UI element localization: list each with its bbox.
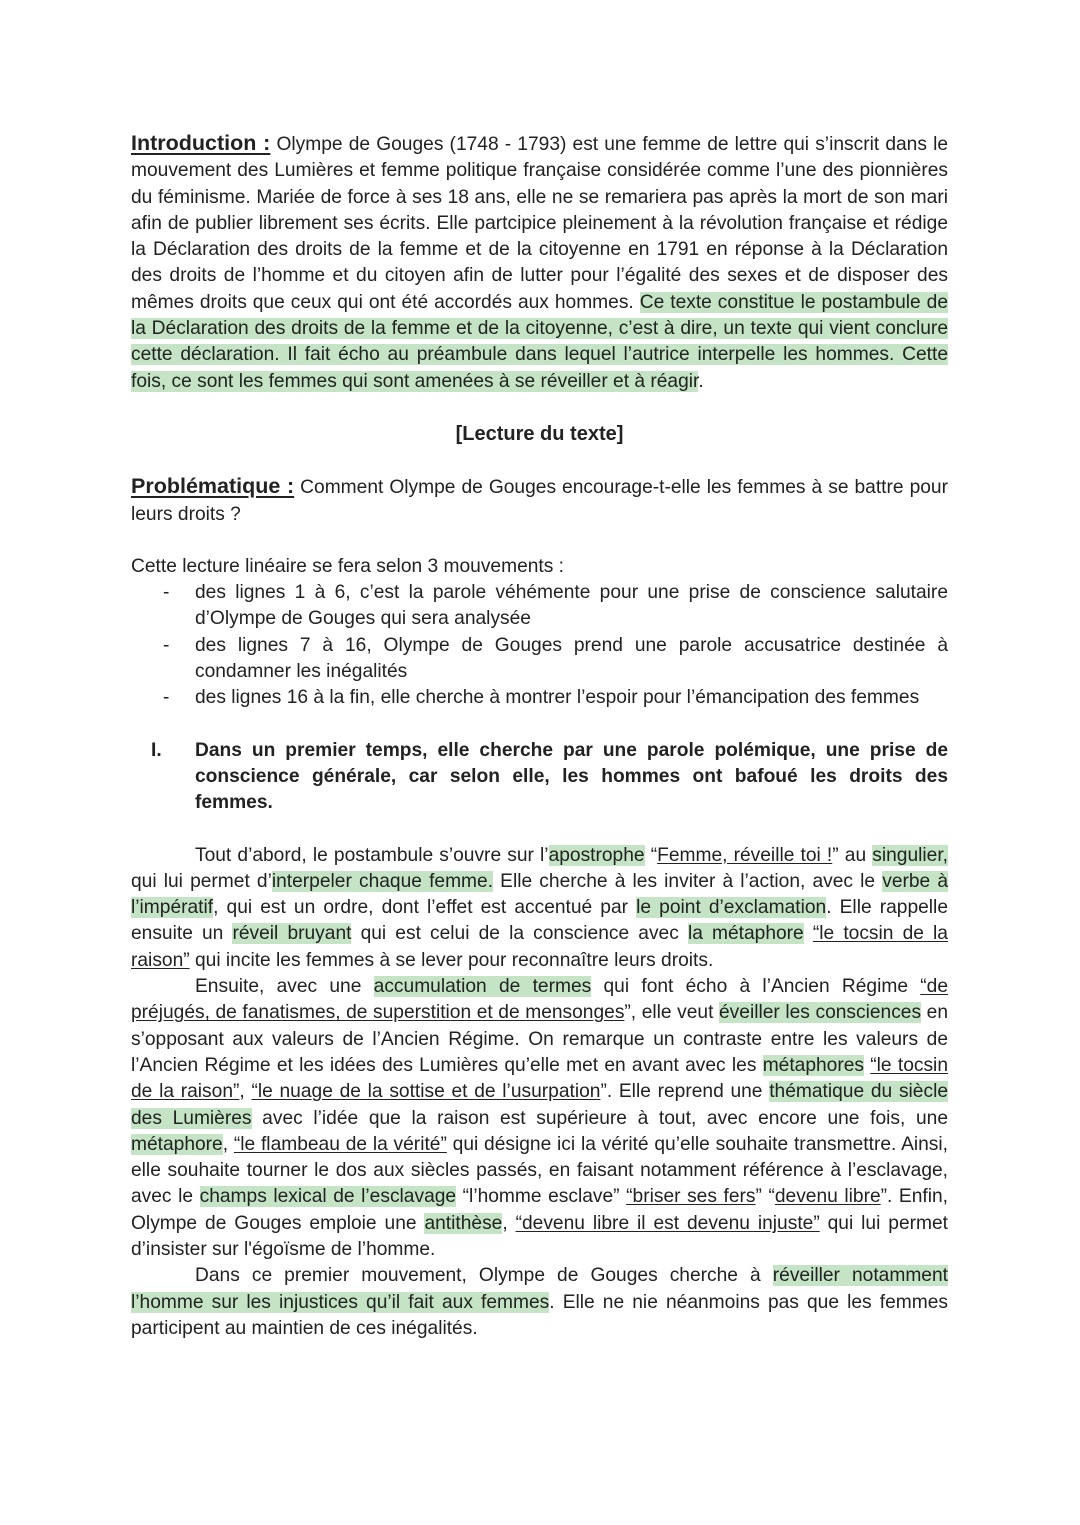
introduction-highlight: Ce texte constitue le postambule de la Déclaration des droits de la femme et de la citoyenne, c’est à dire, un texte qui vient conclure cette déclaration. Il fait écho au préambule dans lequel l’autrice interpelle les hommes. Cette fois, ce sont les femmes qui sont amenées à se réveiller et à réagir [131,291,948,392]
list-item: - des lignes 1 à 6, c’est la parole véhémente pour une prise de conscience salutaire d’Olympe de Gouges qui sera analysée [163,582,948,630]
introduction-label: Introduction : [131,131,271,155]
movement-list [131,580,948,711]
introduction-text: Olympe de Gouges (1748 - 1793) est une femme de lettre qui s’inscrit dans le mouvement des Lumières et femme politique française considérée comme l’une des pionnières du féminisme. Mariée de force à ses 18 ans, elle ne se remariera pas après la mort de son mari afin de publier librement ses écrits. Elle partcipice pleinement à la révolution française et rédige la Déclaration des droits de la femme et de la citoyenne en 1791 en réponse à la Déclaration des droits de l’homme et du citoyen afin de lutter pour l’égalité des sexes et de disposer des mêmes droits que ceux qui ont été accordés aux hommes. [131,134,948,313]
lecture-heading: [Lecture du texte] [455,422,624,445]
list-item: - des lignes 7 à 16, Olympe de Gouges prend une parole accusatrice destinée à condamner les inégalités [163,634,948,683]
problematique-paragraph [131,473,948,528]
list-item: - des lignes 16 à la fin, elle cherche à montrer l’espoir pour l’émancipation des femmes [163,687,920,709]
problematique-text: Comment Olympe de Gouges encourage-t-elle les femmes à se battre pour leurs droits ? [131,477,948,525]
section-heading [131,738,948,817]
analysis-paragraph-3: Dans ce premier mouvement, Olympe de Gouges cherche à réveiller notamment l’homme sur les injustices qu’il fait aux femmes. Elle ne nie néanmoins pas que les femmes participent au maintien de ces inégalités. [131,1265,948,1339]
introduction-paragraph: Introduction : Olympe de Gouges (1748 - 1793) est une femme de lettre qui s’inscrit dans le mouvement des Lumières et femme politique française considérée comme l’une des pionnières du féminisme. Mariée de force à ses 18 ans, elle ne se remariera pas après la mort de son mari afin de publier librement ses écrits. Elle partcipice pleinement à la révolution française et rédige la Déclaration des droits de la femme et de la citoyenne en 1791 en réponse à la Déclaration des droits de l’homme et du citoyen afin de lutter pour l’égalité des sexes et de disposer des mêmes droits que ceux qui ont été accordés aux hommes. Ce texte constitue le postambule de la Déclaration des droits de la femme et de la citoyenne, c’est à dire, un texte qui vient conclure cette déclaration. Il fait écho au préambule dans lequel l’autrice interpelle les hommes. Cette fois, ce sont les femmes qui sont amenées à se réveiller et à réagir. [131,131,948,392]
analysis-paragraph-1: Tout d’abord, le postambule s’ouvre sur l’apostrophe “Femme, réveille toi !” au singulier, qui lui permet d’interpeler chaque femme. Elle cherche à les inviter à l’action, avec le verbe à l’impératif, qui est un ordre, dont l’effet est accentué par le point d’exclamation. Elle rappelle ensuite un réveil bruyant qui est celui de la conscience avec la métaphore “le tocsin de la raison” qui incite les femmes à se lever pour reconnaître leurs droits. [131,844,949,971]
section-number: I. [151,739,162,761]
section-title: Dans un premier temps, elle cherche par une parole polémique, une prise de conscience générale, car selon elle, les hommes ont bafoué les droits des femmes. [195,739,948,814]
problematique-label: Problématique : [131,474,295,499]
document-page [131,130,948,1342]
analysis-paragraph-2: Ensuite, avec une accumulation de termes qui font écho à l’Ancien Régime “de préjugés, de fanatismes, de superstition et de mensonges”, elle veut éveiller les consciences en s’opposant aux valeurs de l’Ancien Régime. On remarque un contraste entre les valeurs de l’Ancien Régime et les idées des Lumières qu’elle met en avant avec les métaphores “le tocsin de la raison”, “le nuage de la sottise et de l’usurpation”. Elle reprend une thématique du siècle des Lumières avec l’idée que la raison est supérieure à tout, avec encore une fois, une métaphore, “le flambeau de la vérité” qui désigne ici la vérité qu’elle souhaite transmettre. Ainsi, elle souhaite tourner le dos aux siècles passés, en faisant notamment référence à l’esclavage, avec le champs lexical de l’esclavage “l’homme esclave” “briser ses fers” “devenu libre”. Enfin, Olympe de Gouges emploie une antithèse, “devenu libre il est devenu injuste” qui lui permet d’insister sur l'égoïsme de l’homme. [131,976,949,1260]
plan-intro: Cette lecture linéaire se fera selon 3 mouvements : [131,555,565,577]
